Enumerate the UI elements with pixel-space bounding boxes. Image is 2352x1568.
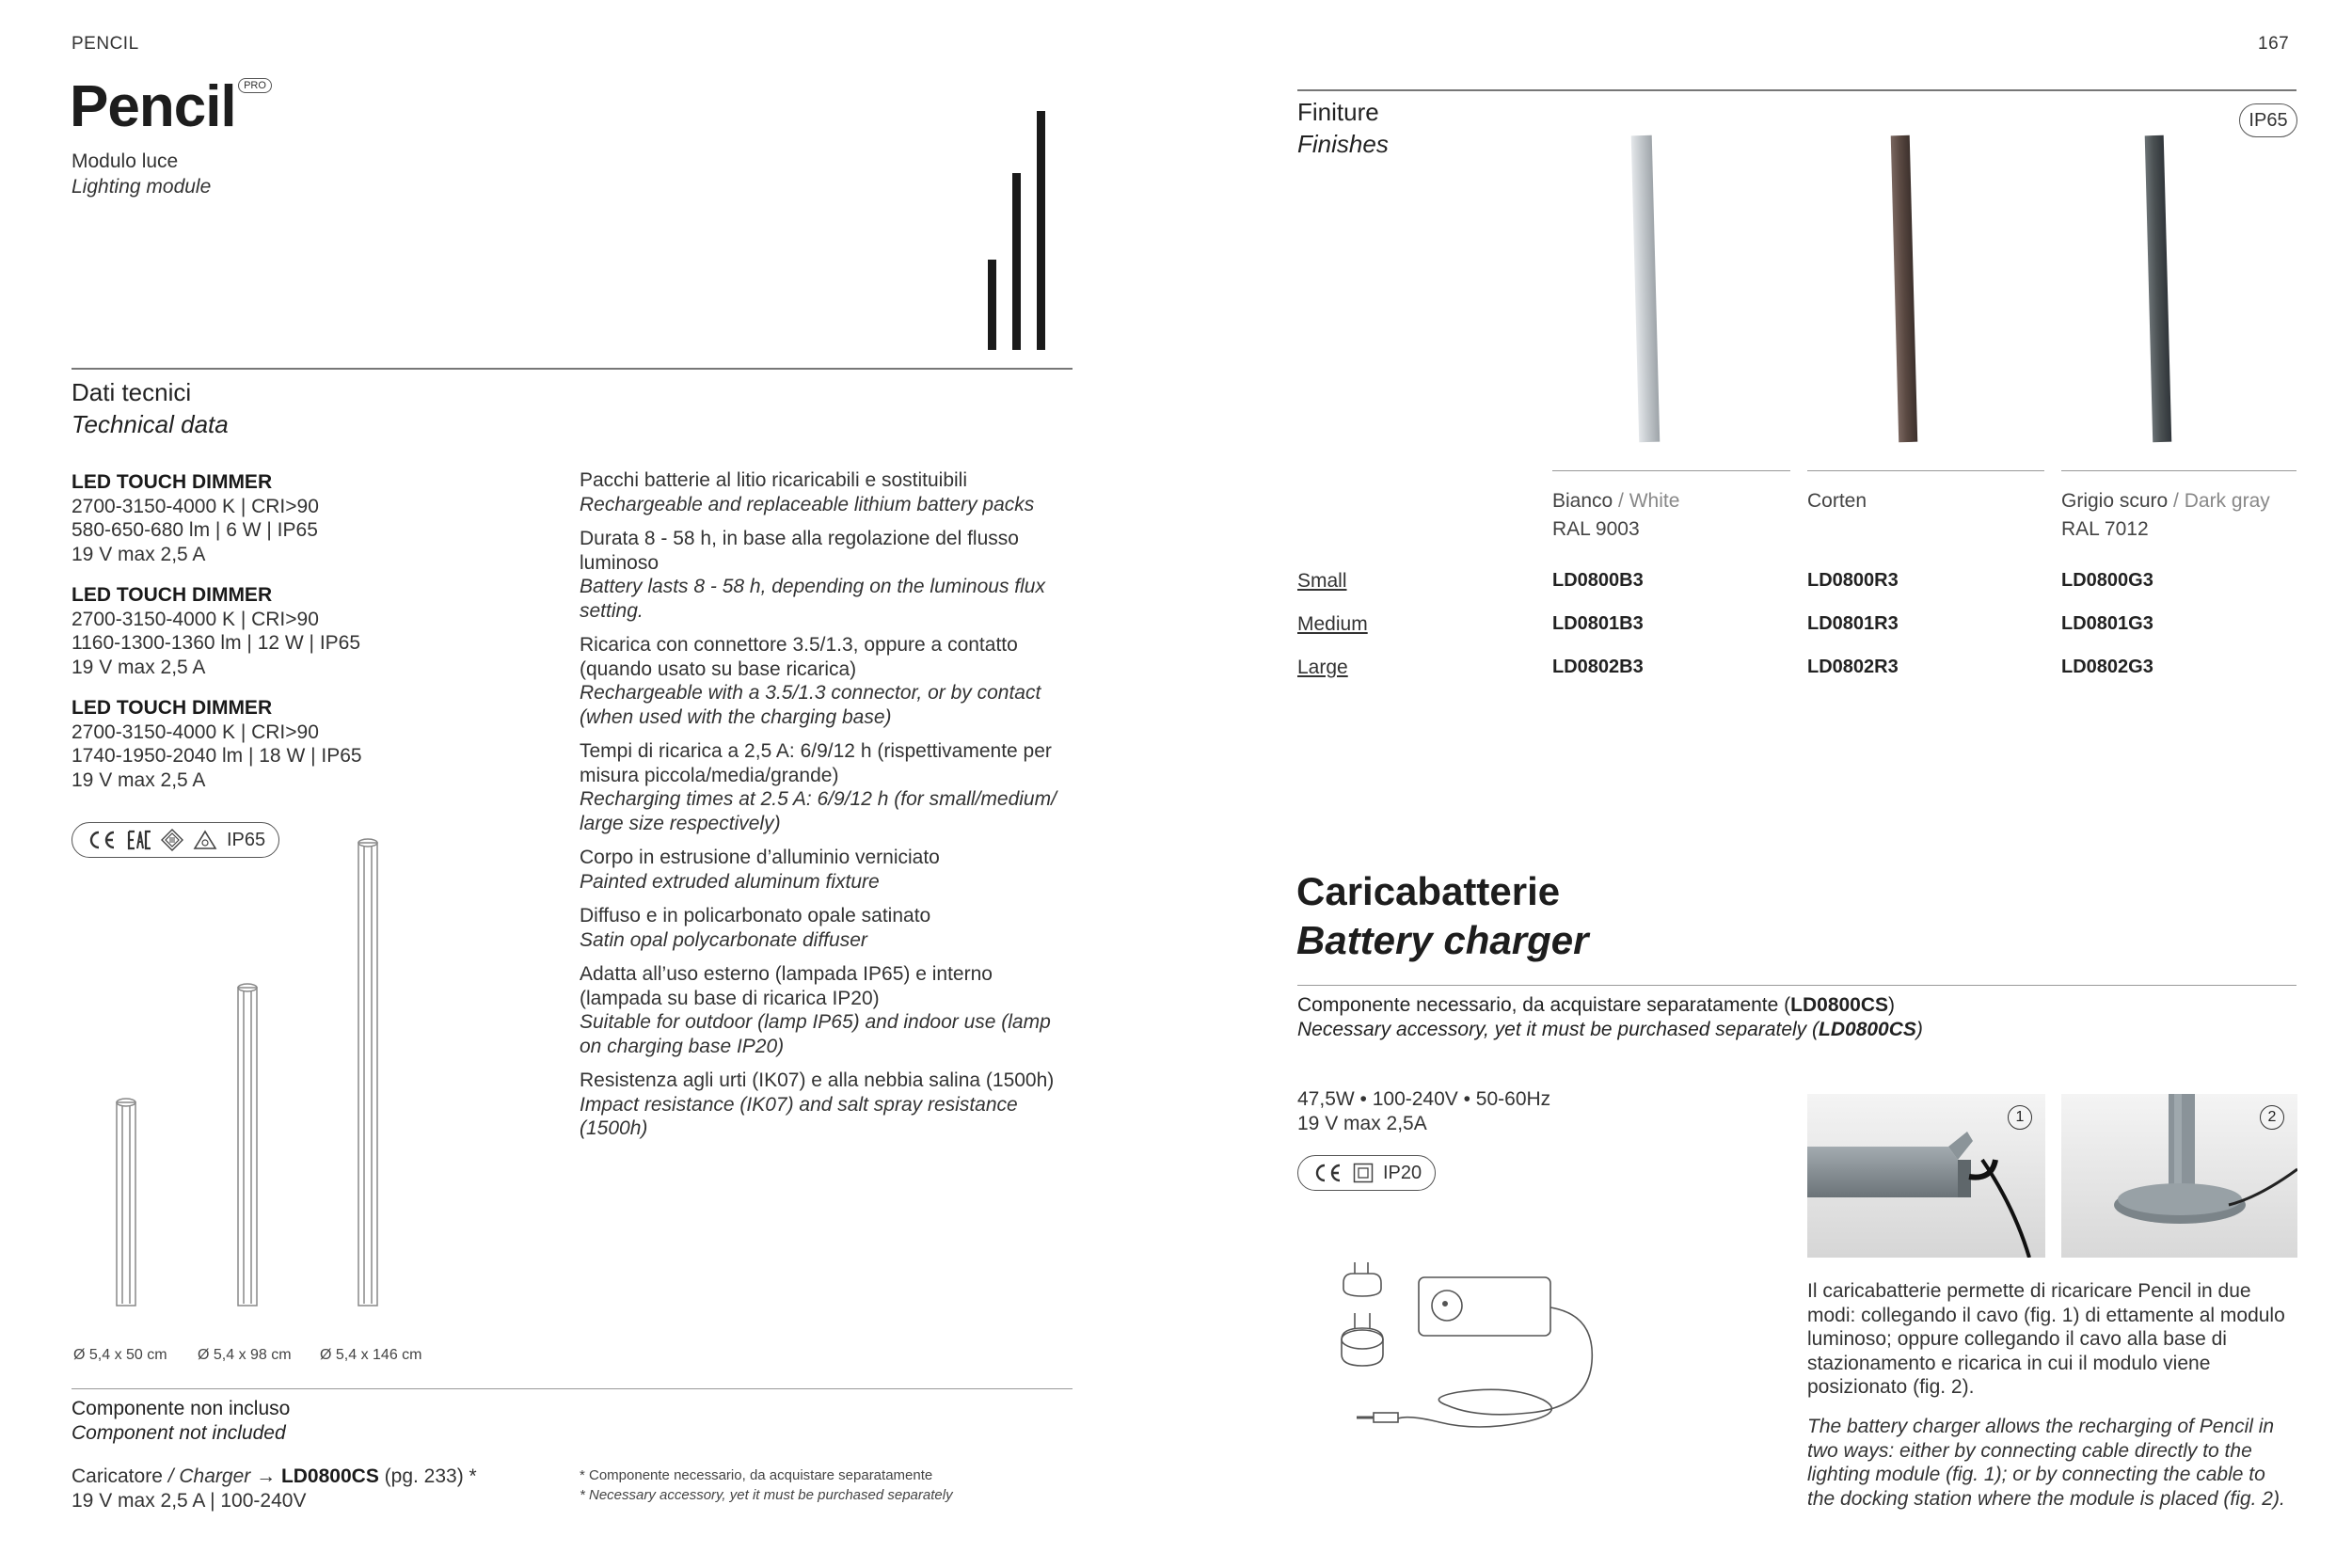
feature-en: Rechargeable and replaceable lithium battery packs — [580, 493, 1035, 515]
footnote-en: * Necessary accessory, yet it must be purchased separately — [580, 1487, 953, 1503]
finish-white-ral: RAL 9003 — [1552, 518, 1640, 540]
charger-description-it: Il caricabatterie permette di ricaricare Pencil in due modi: collegando il cavo (fig. 1) di ettamente al modulo luminoso; oppure collegando il cavo alla base di stazionamento e ricarica in cui il modulo viene posizionato (fig. 2). — [1807, 1280, 2285, 1398]
charger-ref-spec: 19 V max 2,5 A | 100-240V — [72, 1490, 307, 1512]
divider-charger — [1297, 985, 2296, 986]
charger-ref-line: Caricatore / Charger → LD0800CS (pg. 233) * — [72, 1465, 477, 1487]
dc-connector — [1357, 1413, 1398, 1422]
feature-it: Durata 8 - 58 h, in base alla regolazione del flusso luminoso — [580, 528, 1019, 574]
lamp-medium — [238, 984, 257, 1306]
code-medium-darkgray: LD0801G3 — [2061, 613, 2153, 634]
footnote-it: * Componente necessario, da acquistare separatamente — [580, 1467, 933, 1483]
feature-it: Pacchi batterie al litio ricaricabili e sostituibili — [580, 469, 968, 491]
finish-corten — [1807, 487, 1867, 515]
feature-item — [580, 468, 1069, 516]
page-number: 167 — [2258, 34, 2290, 54]
variant-power: 19 V max 2,5 A — [72, 656, 206, 678]
finish-render-white — [1628, 130, 1684, 446]
variant-power: 19 V max 2,5 A — [72, 768, 206, 791]
divider-finish-col-3 — [2061, 470, 2296, 471]
charger-title-en: Battery charger — [1296, 918, 1589, 962]
variant-power: 19 V max 2,5 A — [72, 543, 206, 565]
charger-req-code-en: LD0800CS — [1819, 1019, 1916, 1040]
feature-it: Corpo in estrusione d’alluminio verniciato — [580, 847, 940, 868]
code-large-corten: LD0802R3 — [1807, 657, 1899, 677]
product-bars-pictogram — [978, 107, 1054, 352]
finish-darkgray: Grigio scuro / Dark gray RAL 7012 — [2061, 490, 2270, 540]
charger-photo-fig1 — [1807, 1094, 2045, 1258]
lamp-size-drawings — [94, 828, 405, 1326]
ip-rating: IP65 — [227, 829, 266, 850]
finishes-ip-badge: IP65 — [2239, 103, 2297, 137]
feature-item — [580, 633, 1069, 729]
code-small-corten: LD0800R3 — [1807, 570, 1899, 591]
charger-code: LD0800CS — [280, 1465, 379, 1487]
charger-cert-badge — [1297, 1155, 1436, 1191]
variant-flux: 1160-1300-1360 lm | 12 W | IP65 — [72, 632, 361, 654]
variant-large — [72, 696, 542, 792]
variant-cct: 2700-3150-4000 K | CRI>90 — [72, 495, 319, 517]
finish-render-darkgray-body — [2145, 135, 2172, 442]
feature-en: Painted extruded aluminum fixture — [580, 870, 880, 893]
section-label: PENCIL — [72, 34, 139, 54]
charger-req-code: LD0800CS — [1790, 994, 1889, 1016]
bar-medium — [1012, 173, 1021, 350]
feature-it: Ricarica con connettore 3.5/1.3, oppure a contatto (quando usato su base ricarica) — [580, 634, 1018, 680]
finish-render-darkgray — [2136, 130, 2192, 446]
feature-item — [580, 904, 1069, 952]
charger-requirement-it: Componente necessario, da acquistare separatamente (LD0800CS) — [1297, 994, 1896, 1016]
charger-photo-fig2 — [2061, 1094, 2297, 1258]
feature-it: Diffuso e in policarbonato opale satinato — [580, 905, 931, 927]
divider-finish-col-1 — [1552, 470, 1790, 471]
finish-white-name-en: White — [1629, 490, 1680, 512]
charger-ip-rating: IP20 — [1383, 1162, 1422, 1183]
finishes-title-it: Finiture — [1297, 98, 1379, 126]
finish-render-white-body — [1631, 135, 1661, 442]
tech-title-it: Dati tecnici — [72, 378, 192, 406]
feature-it: Resistenza agli urti (IK07) e alla nebbia salina (1500h) — [580, 1069, 1055, 1091]
feature-en: Recharging times at 2.5 A: 6/9/12 h (for small/medium/ large size respectively) — [580, 788, 1057, 834]
feature-item — [580, 739, 1069, 835]
tech-title-en: Technical data — [72, 410, 229, 438]
feature-item — [580, 962, 1069, 1058]
component-title-en: Component not included — [72, 1422, 286, 1444]
fig2-number: 2 — [2260, 1105, 2284, 1130]
component-title-it: Componente non incluso — [72, 1398, 291, 1419]
feature-item — [580, 1069, 1069, 1141]
feature-en: Satin opal polycarbonate diffuser — [580, 928, 867, 951]
finish-darkgray-name-en: Dark gray — [2184, 490, 2270, 512]
feature-item — [580, 527, 1069, 623]
variant-flux: 1740-1950-2040 lm | 18 W | IP65 — [72, 745, 362, 767]
divider-finish-col-2 — [1807, 470, 2044, 471]
double-insulation-icon — [1353, 1163, 1374, 1183]
variant-medium — [72, 583, 542, 679]
lamp-small — [117, 1099, 135, 1306]
finish-render-corten — [1882, 130, 1938, 446]
code-medium-white: LD0801B3 — [1552, 613, 1644, 634]
fig1-number: 1 — [2008, 1105, 2032, 1130]
dimension-large: Ø 5,4 x 146 cm — [320, 1347, 422, 1363]
feature-item — [580, 846, 1069, 894]
size-small-link[interactable]: Small — [1297, 570, 1347, 592]
charger-page-ref: (pg. 233) * — [378, 1465, 477, 1487]
variant-name: LED TOUCH DIMMER — [72, 697, 273, 719]
variant-name: LED TOUCH DIMMER — [72, 471, 273, 493]
finish-darkgray-name: Grigio scuro — [2061, 490, 2169, 512]
pro-badge: PRO — [238, 78, 272, 93]
charger-requirement-en: Necessary accessory, yet it must be purchased separately (LD0800CS) — [1297, 1019, 1923, 1040]
divider-tech — [72, 368, 1073, 370]
code-small-darkgray: LD0800G3 — [2061, 570, 2153, 591]
variant-cct: 2700-3150-4000 K | CRI>90 — [72, 721, 319, 743]
charger-cable — [1398, 1307, 1592, 1427]
divider-finishes — [1297, 89, 2296, 91]
variant-small — [72, 470, 542, 566]
finish-darkgray-ral: RAL 7012 — [2061, 518, 2149, 540]
finish-white-name: Bianco — [1552, 490, 1613, 512]
feature-en: Battery lasts 8 - 58 h, depending on the luminous flux setting. — [580, 576, 1045, 622]
feature-en: Suitable for outdoor (lamp IP65) and indoor use (lamp on charging base IP20) — [580, 1011, 1051, 1057]
finish-white: Bianco / White RAL 9003 — [1552, 490, 1680, 540]
dimension-small: Ø 5,4 x 50 cm — [73, 1347, 167, 1363]
ce-mark-icon — [1311, 1163, 1343, 1183]
charger-en: Charger — [179, 1465, 251, 1487]
charger-drawing — [1336, 1260, 1609, 1439]
variant-name: LED TOUCH DIMMER — [72, 584, 273, 606]
dimension-medium: Ø 5,4 x 98 cm — [198, 1347, 292, 1363]
feature-list — [580, 468, 1069, 1151]
product-title — [70, 73, 274, 140]
divider-component — [72, 1388, 1073, 1389]
product-subtitle-en: Lighting module — [72, 176, 212, 198]
size-large-link[interactable]: Large — [1297, 657, 1348, 678]
size-medium-link[interactable]: Medium — [1297, 613, 1368, 635]
charger-spec-1: 47,5W • 100-240V • 50-60Hz — [1297, 1088, 1551, 1110]
charger-spec-2: 19 V max 2,5A — [1297, 1113, 1427, 1134]
finish-corten-name: Corten — [1807, 490, 1867, 512]
feature-it: Adatta all’uso esterno (lampada IP65) e interno (lampada su base di ricarica IP20) — [580, 963, 993, 1009]
feature-en: Rechargeable with a 3.5/1.3 connector, or by contact (when used with the charging base) — [580, 682, 1041, 728]
charger-description-en: The battery charger allows the recharging of Pencil in two ways: either by connecting cable directly to the lighting module (fig. 1); or by connecting the cable to the docking station where the module is placed (fig. 2). — [1807, 1416, 2285, 1510]
plug-adapter-eu — [1343, 1262, 1381, 1296]
bar-small — [988, 260, 996, 350]
plug-adapter-us — [1342, 1313, 1383, 1366]
feature-it: Tempi di ricarica a 2,5 A: 6/9/12 h (rispettivamente per misura piccola/media/grande) — [580, 740, 1052, 786]
code-large-darkgray: LD0802G3 — [2061, 657, 2153, 677]
power-brick — [1419, 1277, 1550, 1336]
finish-render-corten-body — [1891, 135, 1918, 442]
finishes-title-en: Finishes — [1297, 130, 1389, 158]
product-subtitle-it: Modulo luce — [72, 150, 179, 172]
feature-en: Impact resistance (IK07) and salt spray resistance (1500h) — [580, 1093, 1018, 1139]
variant-cct: 2700-3150-4000 K | CRI>90 — [72, 608, 319, 630]
code-medium-corten: LD0801R3 — [1807, 613, 1899, 634]
product-title-text: Pencil — [70, 74, 236, 139]
charger-it: Caricatore — [72, 1465, 163, 1487]
lamp-large — [358, 839, 377, 1306]
charger-title-it: Caricabatterie — [1296, 869, 1561, 913]
variant-flux: 580-650-680 lm | 6 W | IP65 — [72, 519, 318, 541]
bar-large — [1037, 111, 1045, 350]
code-small-white: LD0800B3 — [1552, 570, 1644, 591]
code-large-white: LD0802B3 — [1552, 657, 1644, 677]
tech-variants — [72, 470, 542, 809]
